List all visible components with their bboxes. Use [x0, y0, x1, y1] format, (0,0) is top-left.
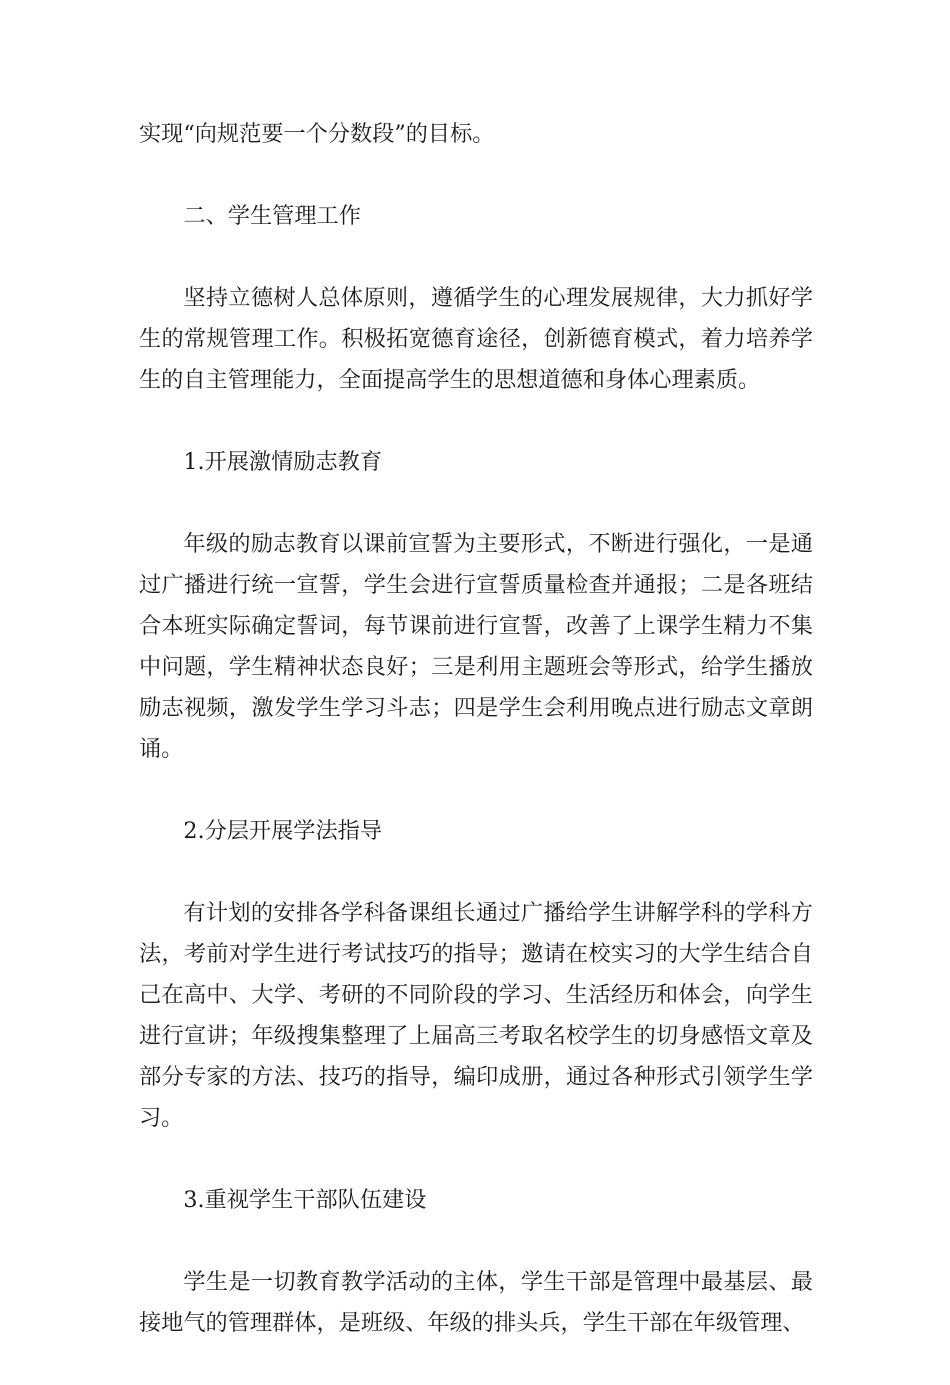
subheading-study-method-guidance: 2.分层开展学法指导	[183, 818, 383, 844]
paragraph-student-cadre: 学生是一切教育教学活动的主体，学生干部是管理中最基层、最接地气的管理群体，是班级、年级的排头兵，学生干部在年级管理、	[139, 1269, 813, 1336]
paragraph-continuation: 实现“向规范要一个分数段”的目标。	[139, 121, 495, 147]
paragraph-inspirational-education: 年级的励志教育以课前宣誓为主要形式，不断进行强化，一是通过广播进行统一宣誓，学生会进行宣誓质量检查并通报；二是各班结合本班实际确定誓词，每节课前进行宣誓，改善了上课学生精力不集中问题，学生精神状态良好；三是利用主题班会等形式，给学生播放励志视频，激发学生学习斗志；四是学生会利用晚点进行励志文章朗诵。	[139, 531, 813, 762]
section-heading-student-management: 二、学生管理工作	[183, 203, 361, 229]
document-body	[139, 114, 813, 1385]
paragraph-study-method-guidance: 有计划的安排各学科备课组长通过广播给学生讲解学科的学科方法，考前对学生进行考试技巧的指导；邀请在校实习的大学生结合自己在高中、大学、考研的不同阶段的学习、生活经历和体会，向学生进行宣讲；年级搜集整理了上届高三考取名校学生的切身感悟文章及部分专家的方法、技巧的指导，编印成册，通过各种形式引领学生学习。	[139, 900, 813, 1131]
subheading-student-cadre: 3.重视学生干部队伍建设	[183, 1187, 427, 1213]
paragraph-principles: 坚持立德树人总体原则，遵循学生的心理发展规律，大力抓好学生的常规管理工作。积极拓宽德育途径，创新德育模式，着力培养学生的自主管理能力，全面提高学生的思想道德和身体心理素质。	[139, 285, 813, 393]
subheading-inspirational-education: 1.开展激情励志教育	[183, 449, 383, 475]
